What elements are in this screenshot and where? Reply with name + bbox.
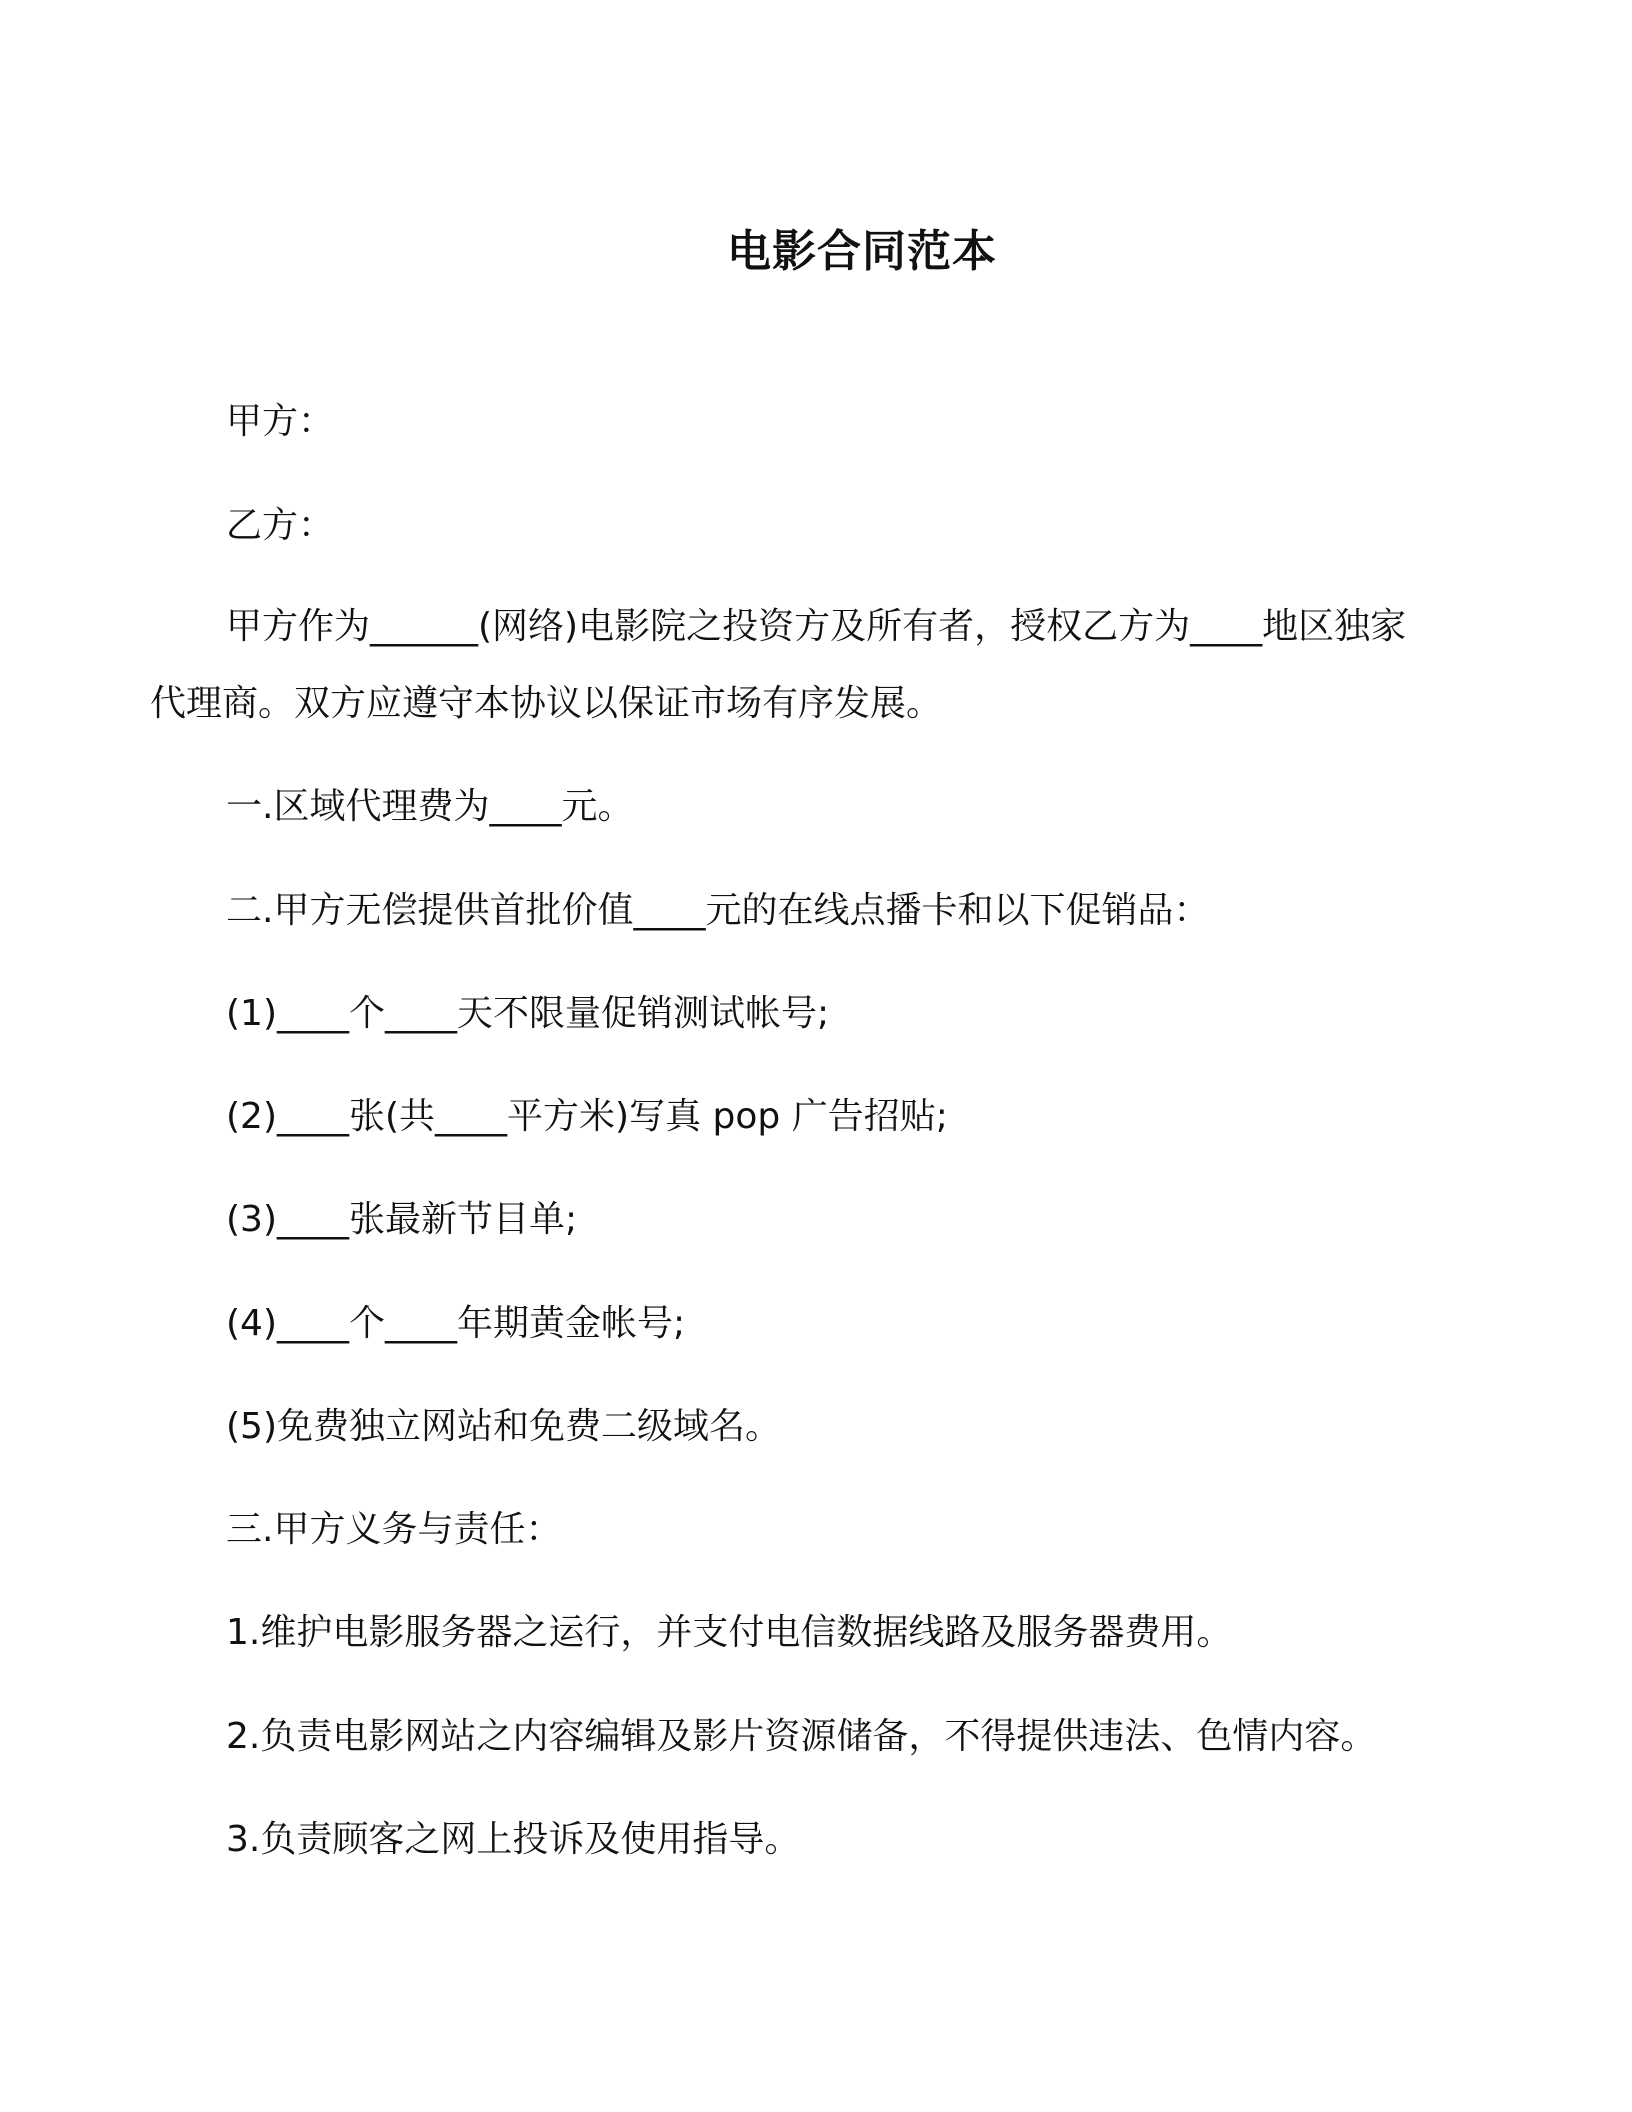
document-title: 电影合同范本: [727, 226, 997, 277]
party-b-line: 乙方：: [226, 505, 335, 546]
clause-3-heading: 三.甲方义务与责任：: [226, 1509, 562, 1550]
promo-item-2: (2)____张(共____平方米)写真 pop 广告招贴;: [226, 1096, 948, 1137]
intro-paragraph-line-2: 代理商。双方应遵守本协议以保证市场有序发展。: [150, 683, 943, 724]
obligation-item-3: 3.负责顾客之网上投诉及使用指导。: [226, 1819, 801, 1860]
party-a-line: 甲方：: [226, 401, 335, 442]
promo-item-3: (3)____张最新节目单;: [226, 1199, 578, 1240]
clause-2-promotions: 二.甲方无偿提供首批价值____元的在线点播卡和以下促销品：: [226, 890, 1210, 931]
obligation-item-1: 1.维护电影服务器之运行，并支付电信数据线路及服务器费用。: [226, 1612, 1233, 1653]
obligation-item-2: 2.负责电影网站之内容编辑及影片资源储备，不得提供违法、色情内容。: [226, 1716, 1377, 1757]
promo-item-4: (4)____个____年期黄金帐号;: [226, 1303, 686, 1344]
clause-1-agency-fee: 一.区域代理费为____元。: [226, 786, 634, 827]
intro-paragraph-line-1: 甲方作为______(网络)电影院之投资方及所有者，授权乙方为____地区独家: [226, 606, 1407, 647]
promo-item-5: (5)免费独立网站和免费二级域名。: [226, 1406, 781, 1447]
promo-item-1: (1)____个____天不限量促销测试帐号;: [226, 993, 830, 1034]
